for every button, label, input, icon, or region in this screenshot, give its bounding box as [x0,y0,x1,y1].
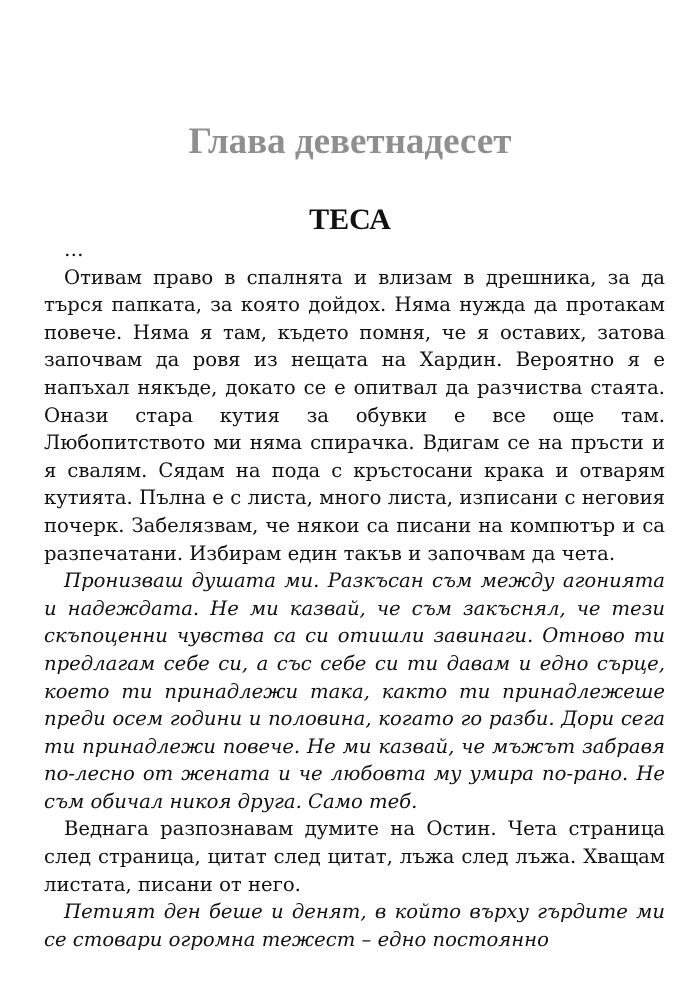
quote-paragraph: Петият ден беше и денят, в който върху гърдите ми се стовари огромна тежест – едно постоянно [44,900,665,951]
quote-paragraph: Пронизваш душата ми. Разкъсан съм между агонията и надеждата. Не ми казвай, че съм закъснял, че тези скъпоценни чувства са си отишли завинаги. Отново ти предлагам себе си, а със себе си ти давам и едно сърце, което ти принадлежи така, както ти принадлежеше преди осем години и половина, когато го разби. Дори сега ти принадлежи повече. Не ми казвай, че мъжът забравя по-лесно от жената и че любовта му умира по-рано. Не съм обичал никоя друга. Само теб. [44,569,665,813]
section-heading: ТЕСА [309,203,391,236]
body-text [44,236,665,953]
paragraph: Отивам право в спалнята и влизам в дрешника, за да търся папката, за която дойдох. Няма нужда да протакам повече. Няма я там, където помня, че я оставих, затова започвам да ровя из нещата на Хардин. Вероятно я е напъхал някъде, докато се е опитвал да разчиства стаята. Онази стара кутия за обувки е все още там. Любопитството ми няма спирачка. Вдигам се на пръсти и я свалям. Сядам на пода с кръстосани крака и отварям кутията. Пълна е с листа, много листа, изписани с неговия почерк. Забелязвам, че някои са писани на компютър и са разпечатани. Избирам един такъв и започвам да чета. [44,265,665,565]
paragraph-ellipsis: … [64,238,84,261]
paragraph: Веднага разпознавам думите на Остин. Чета страница след страница, цитат след цитат, лъжа след лъжа. Хващам листата, писани от него. [44,817,665,896]
chapter-title: Глава деветнадесет [188,121,512,162]
